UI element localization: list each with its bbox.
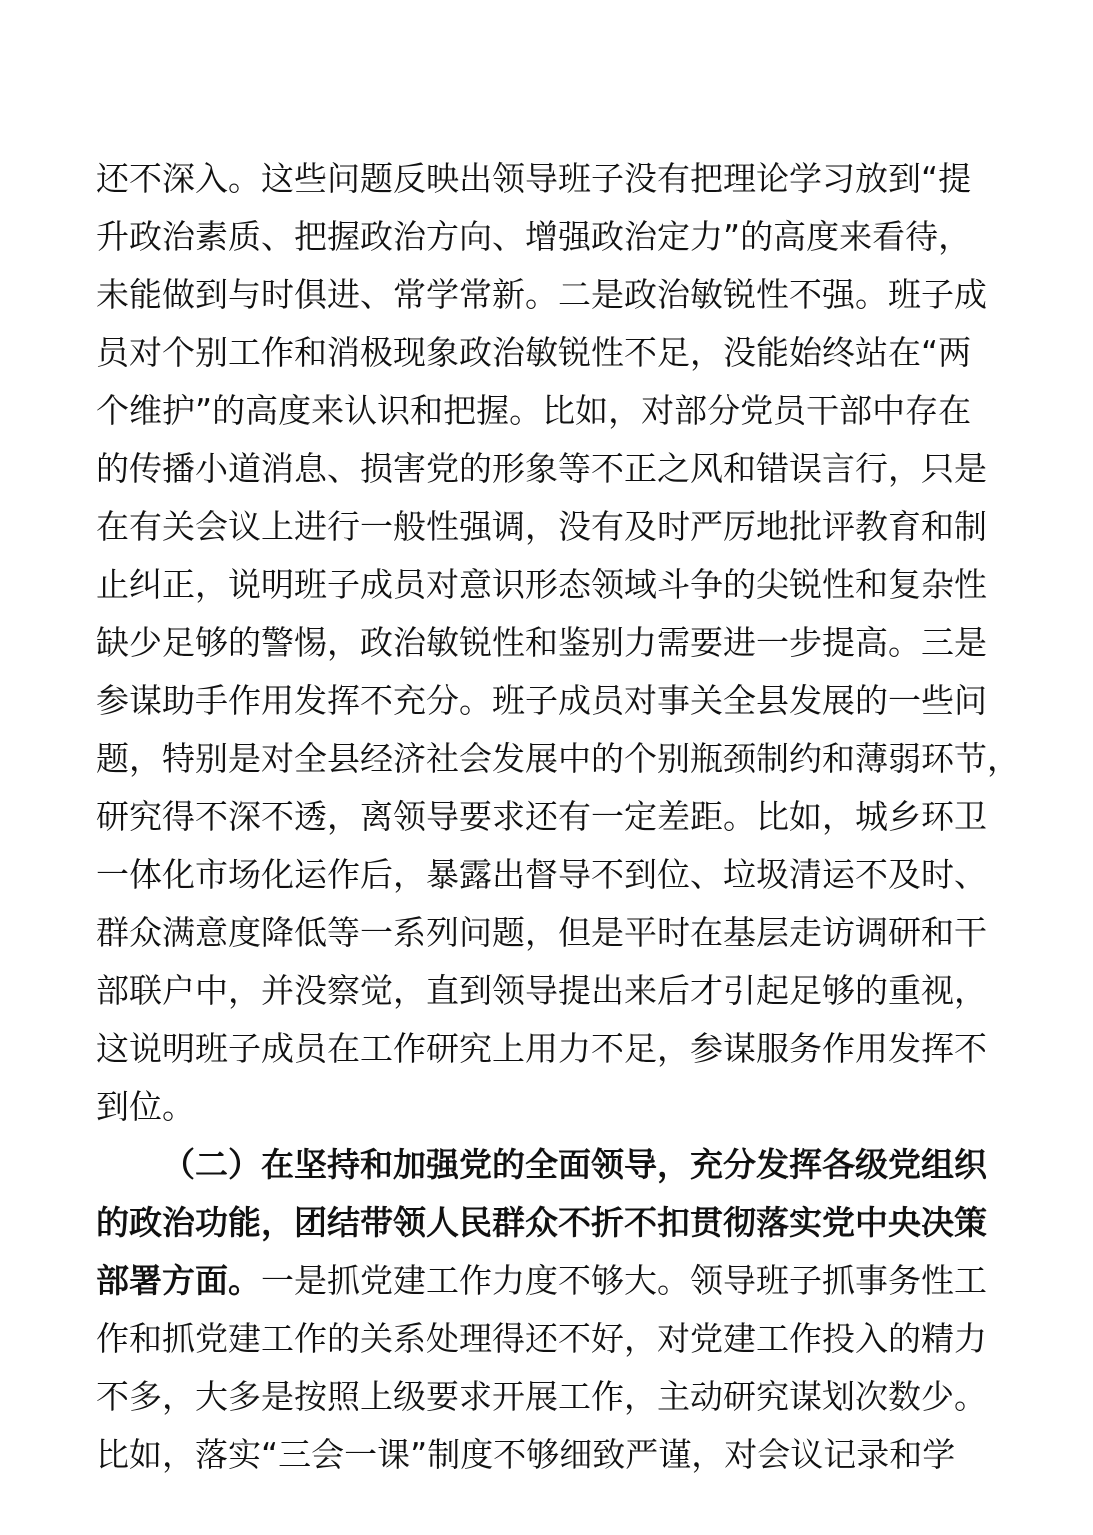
body-text xyxy=(96,150,1020,1484)
body-text-segment: 到位。 xyxy=(96,1087,195,1126)
body-text-segment: 群众满意度降低等一系列问题，但是平时在基层走访调研和干 xyxy=(96,913,987,952)
body-text-segment: 一是抓党建工作力度不够大。领导班子抓事务性工 xyxy=(261,1261,987,1300)
body-text-segment: 参谋助手作用发挥不充分。班子成员对事关全县发展的一些问 xyxy=(96,681,987,720)
body-text-segment: 这说明班子成员在工作研究上用力不足，参谋服务作用发挥不 xyxy=(96,1029,987,1068)
text-line xyxy=(96,498,1006,556)
text-line xyxy=(96,614,1006,672)
body-text-segment: 的传播小道消息、损害党的形象等不正之风和错误言行，只是 xyxy=(96,449,987,488)
body-text-segment: 止纠正，说明班子成员对意识形态领域斗争的尖锐性和复杂性 xyxy=(96,565,987,604)
body-text-segment: 作和抓党建工作的关系处理得还不好，对党建工作投入的精力 xyxy=(96,1319,987,1358)
body-text-segment: 员对个别工作和消极现象政治敏锐性不足，没能始终站在“两 xyxy=(96,333,972,372)
text-line xyxy=(96,1136,1006,1194)
text-line xyxy=(96,208,1006,266)
body-text-segment: 研究得不深不透，离领导要求还有一定差距。比如，城乡环卫 xyxy=(96,797,987,836)
text-line xyxy=(96,266,1006,324)
text-line xyxy=(96,150,1006,208)
body-text-segment: 还不深入。这些问题反映出领导班子没有把理论学习放到“提 xyxy=(96,159,972,198)
heading-text: 的政治功能，团结带领人民群众不折不扣贯彻落实党中央决策 xyxy=(96,1203,987,1242)
text-line xyxy=(96,1020,1006,1078)
body-text-segment: 不多，大多是按照上级要求开展工作，主动研究谋划次数少。 xyxy=(96,1377,987,1416)
text-line xyxy=(96,1252,1006,1310)
body-text-segment: 一体化市场化运作后，暴露出督导不到位、垃圾清运不及时、 xyxy=(96,855,987,894)
text-line xyxy=(96,962,1006,1020)
text-line xyxy=(96,1194,1006,1252)
body-text-segment: 比如，落实“三会一课”制度不够细致严谨，对会议记录和学 xyxy=(96,1435,956,1474)
heading-text: 部署方面。 xyxy=(96,1261,261,1300)
text-line xyxy=(96,556,1006,614)
body-text-segment: 题，特别是对全县经济社会发展中的个别瓶颈制约和薄弱环节， xyxy=(96,739,1020,778)
text-line xyxy=(96,1368,1006,1426)
heading-text: （二）在坚持和加强党的全面领导，充分发挥各级党组织 xyxy=(162,1145,987,1184)
text-line xyxy=(96,1078,1006,1136)
body-text-segment: 未能做到与时俱进、常学常新。二是政治敏锐性不强。班子成 xyxy=(96,275,987,314)
text-line xyxy=(96,1310,1006,1368)
body-text-segment: 个维护”的高度来认识和把握。比如，对部分党员干部中存在 xyxy=(96,391,972,430)
text-line xyxy=(96,730,1020,788)
body-text-segment: 部联户中，并没察觉，直到领导提出来后才引起足够的重视， xyxy=(96,971,987,1010)
body-text-segment: 缺少足够的警惕，政治敏锐性和鉴别力需要进一步提高。三是 xyxy=(96,623,987,662)
text-line xyxy=(96,788,1006,846)
body-text-segment: 在有关会议上进行一般性强调，没有及时严厉地批评教育和制 xyxy=(96,507,987,546)
text-line xyxy=(96,440,1006,498)
text-line xyxy=(96,382,1006,440)
text-line xyxy=(96,846,1006,904)
text-line xyxy=(96,672,1006,730)
text-line xyxy=(96,904,1006,962)
text-line xyxy=(96,1426,1006,1484)
text-line xyxy=(96,324,1006,382)
body-text-segment: 升政治素质、把握政治方向、增强政治定力”的高度来看待， xyxy=(96,217,972,256)
